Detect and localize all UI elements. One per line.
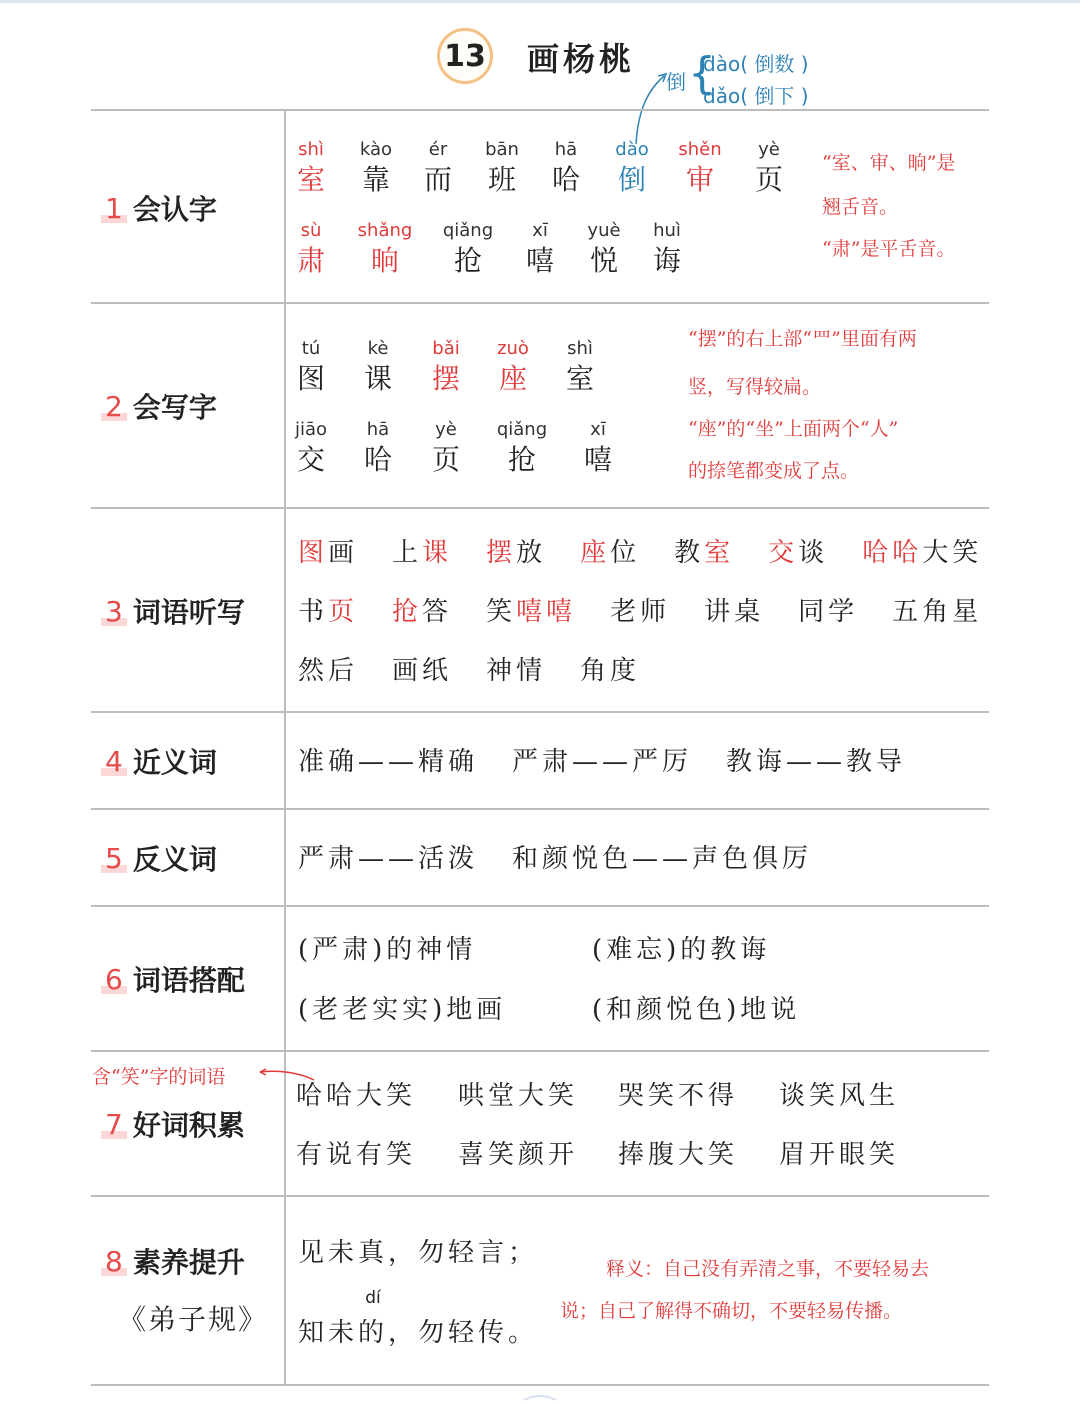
pronunciation-note: “肃”是平舌音。 [822,238,956,260]
hanzi: 页 [431,443,460,476]
polyphone-char: 倒 [666,70,686,94]
pinyin: xī [532,220,548,241]
classic-line-2: 知未 dí 的，勿轻传。 [298,1288,539,1348]
table-border-bottom [91,1384,989,1386]
page-decoration-icon [520,1392,560,1402]
char-cell [665,138,735,198]
hanzi: 悦 [589,244,618,277]
hanzi: 肃 [296,244,325,277]
hanzi: 室 [296,163,325,196]
writing-note: 的捺笔都变成了点。 [688,460,860,482]
dictation-word: 书页 [298,597,359,627]
row-divider [91,302,989,304]
hanzi: 靠 [361,163,390,196]
collocation: (老老实实)地画 [298,995,507,1025]
hanzi: 而 [423,163,452,196]
antonym-pair: 严肃——活泼 [298,844,479,874]
char-cell [276,418,346,478]
hanzi: 抢 [453,244,482,277]
pinyin: zuò [497,338,529,359]
section-label-8: 8 素养提升 [105,1244,245,1279]
section-label-6: 6 词语搭配 [105,962,245,997]
section-label-5: 5 反义词 [105,841,217,876]
pinyin: shǎng [357,220,413,241]
collocation-row [298,929,476,966]
dictation-word: 五角星 [892,597,983,627]
collocation-row [592,989,800,1026]
explanation-note: 释义：自己没有弄清之事，不要轻易去 [606,1258,930,1280]
pinyin: dào [615,139,649,160]
table-border-top [91,109,989,111]
pronunciation-note: “室、审、晌”是 [822,152,956,174]
word-group-annotation: 含“笑”字的词语 [92,1066,226,1088]
hanzi: 班 [487,163,516,196]
char-cell [734,138,804,198]
pinyin: xī [590,419,606,440]
section-label-2: 2 会写字 [105,389,217,424]
pinyin: yuè [587,220,621,241]
pinyin: tú [301,338,321,359]
char-cell [411,418,481,478]
explanation-note: 说；自己了解得不确切，不要轻易传播。 [560,1300,903,1322]
hanzi: 审 [685,163,714,196]
char-cell [597,138,667,198]
section-label-3: 3 词语听写 [105,594,245,629]
hanzi: 哈 [551,163,580,196]
dictation-word: 神情 [486,656,547,686]
collocation: (严肃)的神情 [298,935,477,965]
dictation-word: 教室 [674,538,735,568]
hanzi: 室 [565,362,594,395]
good-word: 哭笑不得 [618,1081,739,1111]
pinyin: bān [485,139,519,160]
char-cell [403,138,473,198]
source-book-title: 《弟子规》 [118,1303,269,1336]
char-cell [433,219,503,279]
row-divider [91,808,989,810]
antonym-pair: 和颜悦色——声色俱厉 [512,844,813,874]
writing-note: 竖，写得较扁。 [688,376,822,398]
synonym-pair: 严肃——严厉 [512,747,693,777]
row-divider [91,507,989,509]
char-cell [563,418,633,478]
hanzi: 倒 [617,163,646,196]
pinyin-annotation: dí [365,1288,381,1308]
dictation-row [298,650,674,687]
char-cell [276,138,346,198]
pinyin: shěn [678,139,722,160]
hanzi: 嘻 [525,244,554,277]
synonym-pair: 教诲——教导 [726,747,907,777]
dictation-word: 交谈 [768,538,829,568]
pinyin: qiǎng [496,419,548,440]
good-word: 喜笑颜开 [458,1140,579,1170]
dictation-row [298,532,1016,569]
pinyin: shì [567,338,593,359]
row-divider [91,905,989,907]
row-divider [91,711,989,713]
section-label-7: 7 好词积累 [105,1107,245,1142]
synonym-pair: 准确——精确 [298,747,479,777]
section-label-1: 1 会认字 [105,191,217,226]
synonyms-row [298,741,940,778]
pinyin: yè [758,139,780,160]
lesson-number: 13 [444,38,486,74]
section-label-4: 4 近义词 [105,744,217,779]
pinyin: kè [367,338,389,359]
good-word: 捧腹大笑 [618,1140,739,1170]
pinyin: sù [300,220,322,241]
polyphone-reading-1: dào( 倒数 ) [703,52,809,76]
writing-note: “摆”的右上部“罒”里面有两 [688,328,917,350]
lesson-number-badge [437,28,493,84]
char-cell [632,219,702,279]
pinyin: jiāo [294,419,328,440]
pinyin: qiǎng [442,220,494,241]
hanzi: 课 [363,362,392,395]
hanzi: 诲 [652,244,681,277]
pinyin: hā [366,419,390,440]
dictation-row [298,591,1016,628]
good-word: 有说有笑 [296,1140,417,1170]
pinyin: hā [554,139,578,160]
hanzi: 摆 [431,362,460,395]
dictation-word: 抢答 [392,597,453,627]
hanzi: 晌 [370,244,399,277]
char-cell [545,337,615,397]
dictation-word: 座位 [580,538,641,568]
char-cell [276,337,346,397]
char-cell [569,219,639,279]
hanzi: 抢 [507,443,536,476]
collocation: (难忘)的教诲 [592,935,771,965]
good-word: 谈笑风生 [779,1081,900,1111]
row-divider [91,1195,989,1197]
pinyin: huì [653,220,681,241]
char-cell [478,337,548,397]
hanzi: 哈 [363,443,392,476]
antonyms-row [298,838,846,875]
char-cell [341,138,411,198]
page-title: 画杨桃 [527,40,636,78]
classic-line-1: 见未真，勿轻言； [298,1238,539,1268]
char-cell [276,219,346,279]
good-word: 眉开眼笑 [779,1140,900,1170]
char-cell [350,219,420,279]
hanzi: 页 [754,163,783,196]
char-cell [343,337,413,397]
hanzi: 交 [296,443,325,476]
row-divider [91,1050,989,1052]
hanzi: 图 [296,362,325,395]
dictation-word: 摆放 [486,538,547,568]
pinyin: bǎi [432,338,460,359]
writing-note: “座”的“坐”上面两个“人” [688,418,899,440]
polyphone-reading-2: dǎo( 倒下 ) [703,84,809,108]
good-word: 哄堂大笑 [458,1081,579,1111]
dictation-word: 哈哈大笑 [862,538,983,568]
pinyin: yè [435,419,457,440]
hanzi: 嘻 [583,443,612,476]
polyphone-brace: { [688,48,716,99]
dictation-word: 图画 [298,538,359,568]
column-divider [284,110,286,1385]
dictation-word: 笑嘻嘻 [486,597,577,627]
pronunciation-note: 翘舌音。 [822,196,899,218]
char-cell [487,418,557,478]
char-cell [411,337,481,397]
dictation-word: 角度 [580,656,641,686]
pinyin: kào [359,139,393,160]
collocation-row [298,989,506,1026]
char-cell [343,418,413,478]
char-cell [467,138,537,198]
good-word: 哈哈大笑 [296,1081,417,1111]
top-border [0,0,1080,3]
pinyin: shì [298,139,324,160]
hanzi: 座 [498,362,527,395]
dictation-word: 老师 [610,597,671,627]
dictation-word: 同学 [798,597,859,627]
collocation: (和颜悦色)地说 [592,995,801,1025]
char-cell [505,219,575,279]
dictation-word: 画纸 [392,656,453,686]
char-cell [531,138,601,198]
dictation-word: 讲桌 [704,597,765,627]
dictation-word: 然后 [298,656,359,686]
pinyin: ér [428,139,448,160]
dictation-word: 上课 [392,538,453,568]
collocation-row [592,929,770,966]
